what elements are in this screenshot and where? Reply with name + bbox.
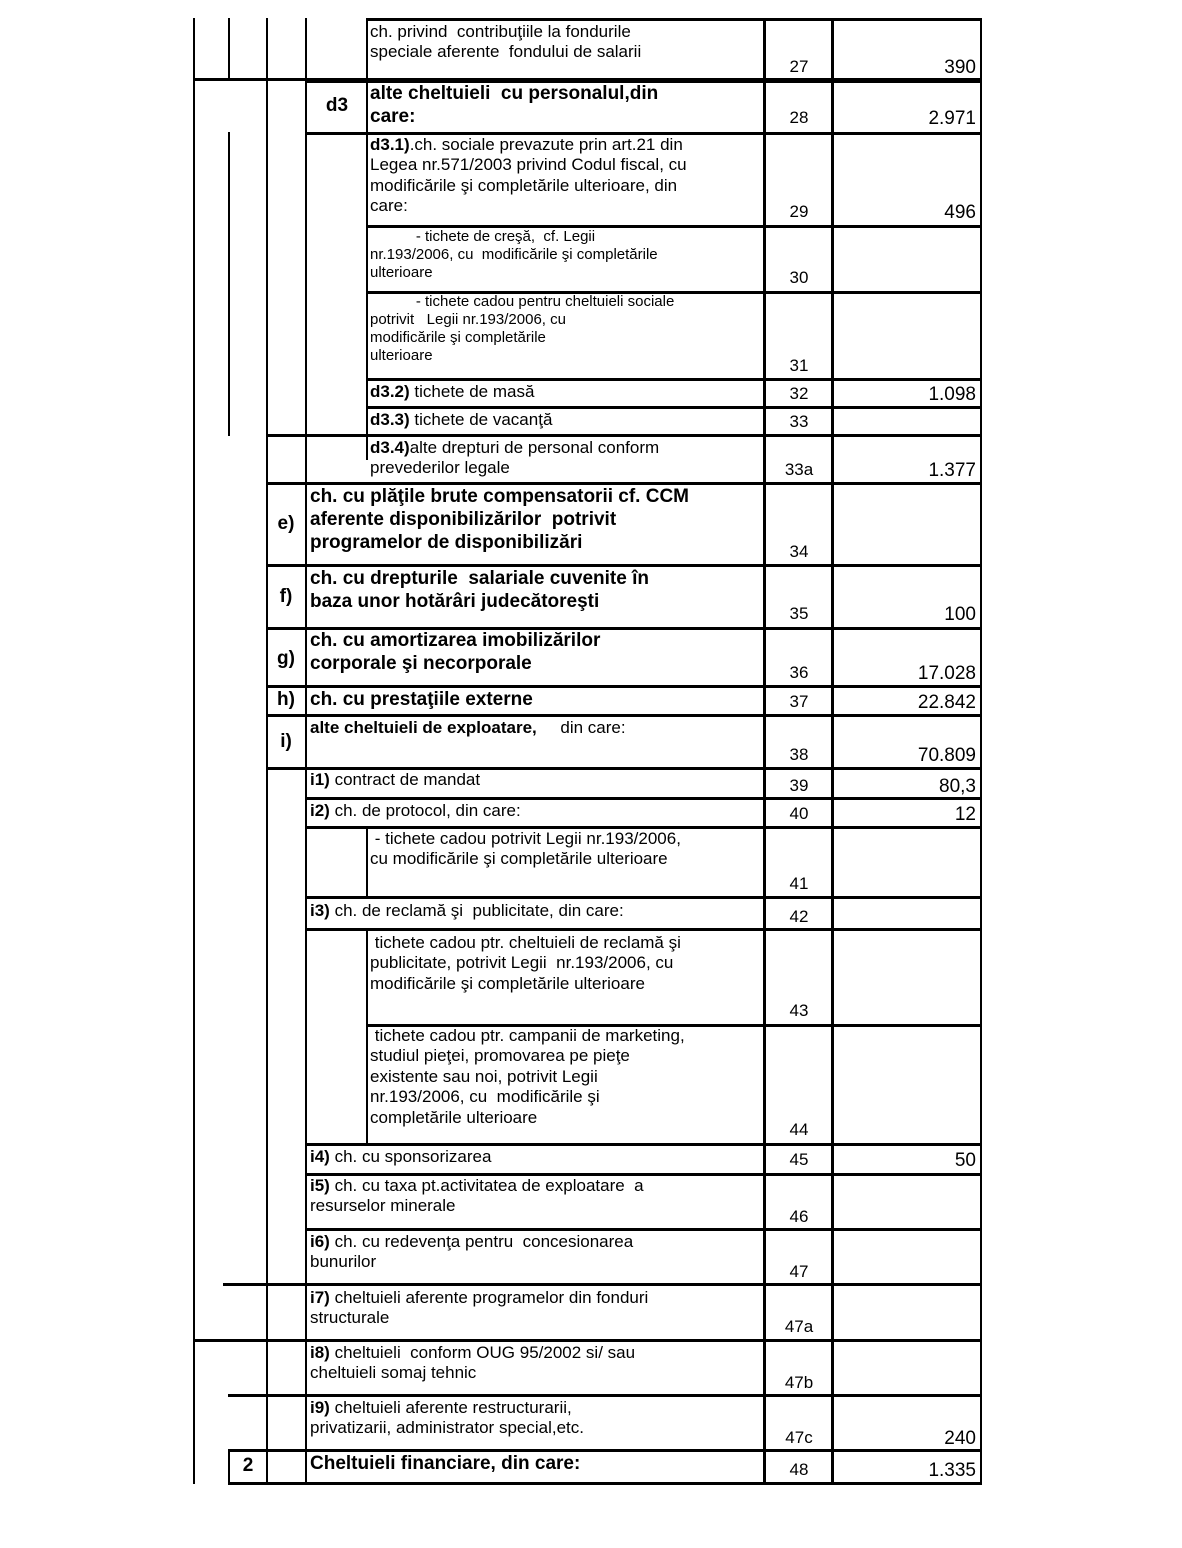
row-label: ch. privind contribuţiile la fondurile speciale aferente fondului de salarii <box>370 22 642 62</box>
row-label-continuation: cheltuieli somaj tehnic <box>310 1363 477 1383</box>
row-code: 28 <box>789 108 809 127</box>
row-letter: e) <box>277 513 295 534</box>
row-rule <box>266 564 982 567</box>
row-label: ch. cu amortizarea imobilizărilor corporale şi necorporale <box>310 630 601 674</box>
row-label-prefix: i7) <box>310 1288 330 1307</box>
row-label-prefix: i2) <box>310 801 330 820</box>
row-label: - tichete de creşă, cf. Legii nr.193/2006, cu modificările şi completările ulterioare <box>370 228 658 281</box>
row-label-prefix: alte cheltuieli de exploatare, <box>310 718 537 737</box>
row-label-continuation: bunurilor <box>310 1252 377 1272</box>
row-label: tichete cadou ptr. campanii de marketing, studiul pieţei, promovarea pe pieţe existente sau noi, potrivit Legii nr.193/2006, cu modificările şi completările ulterioare <box>370 1026 685 1127</box>
row-label: ch. cu plăţile brute compensatorii cf. CCM aferente disponibilizărilor potrivit programelor de disponibilizări <box>310 486 690 553</box>
row-code: 47a <box>784 1317 814 1336</box>
row-label: ch. cu drepturile salariale cuvenite în baza unor hotărâri judecătoreşti <box>310 568 649 612</box>
row-label: tichete cadou ptr. cheltuieli de reclamă şi publicitate, potrivit Legii nr.193/2006, cu modificările şi completările ulterioare <box>370 933 681 993</box>
row-value: 496 <box>944 202 976 223</box>
row-value: 1.098 <box>928 384 976 405</box>
row-label: ch. cu taxa pt.activitatea de exploatare a <box>329 1176 644 1195</box>
row-value: 17.028 <box>917 663 976 684</box>
row-label: Cheltuieli financiare, din care: <box>310 1453 581 1474</box>
row-label: contract de mandat <box>329 770 481 789</box>
row-code: 42 <box>789 907 809 926</box>
row-value: 22.842 <box>917 692 976 713</box>
row-code: 30 <box>789 268 809 287</box>
row-label: ch. de protocol, din care: <box>329 801 521 820</box>
row-rule <box>266 434 982 437</box>
row-code: 27 <box>789 57 809 76</box>
row-label: ch. cu redevenţa pentru concesionarea <box>329 1232 634 1251</box>
column-rule <box>193 18 195 1484</box>
row-rule <box>223 1283 982 1286</box>
row-code: 46 <box>789 1207 809 1226</box>
row-code: 34 <box>789 542 809 561</box>
row-code: 36 <box>789 663 809 682</box>
row-label-prefix: i9) <box>310 1398 330 1417</box>
row-label: - tichete cadou pentru cheltuieli sociale potrivit Legii nr.193/2006, cu modificările şi completările ulterioare <box>370 293 675 364</box>
row-label: cheltuieli conform OUG 95/2002 si/ sau <box>329 1343 636 1362</box>
row-label: ch. cu sponsorizarea <box>329 1147 492 1166</box>
row-letter: g) <box>277 648 295 669</box>
row-letter: h) <box>277 689 295 710</box>
row-value: 100 <box>944 604 976 625</box>
row-rule <box>228 1394 982 1397</box>
row-code: 45 <box>789 1150 809 1169</box>
row-code: 35 <box>789 604 809 623</box>
row-label-continuation: prevederilor legale <box>370 458 510 478</box>
row-code: 32 <box>789 384 809 403</box>
column-rule <box>366 18 368 460</box>
row-code: 37 <box>789 692 809 711</box>
row-label: ch. cu prestaţiile externe <box>310 689 533 710</box>
column-rule <box>980 18 982 1484</box>
row-code: 33 <box>789 412 809 431</box>
row-value: 80,3 <box>939 776 976 797</box>
row-rule <box>305 928 982 931</box>
row-label: cheltuieli aferente programelor din fonduri <box>329 1288 649 1307</box>
row-label: alte drepturi de personal conform <box>409 438 660 457</box>
row-label-prefix: i1) <box>310 770 330 789</box>
row-value: 1.335 <box>928 1460 976 1481</box>
row-value: 12 <box>954 804 976 825</box>
row-label-prefix: i3) <box>310 901 330 920</box>
row-label-prefix: d3.4) <box>370 438 410 457</box>
row-label-prefix: i6) <box>310 1232 330 1251</box>
row-value: 240 <box>944 1428 976 1449</box>
row-label-prefix: i8) <box>310 1343 330 1362</box>
column-rule <box>366 930 368 1143</box>
row-value: 70.809 <box>917 745 976 766</box>
row-label: ch. de reclamă şi publicitate, din care: <box>329 901 624 920</box>
row-sub-letter: d3 <box>325 95 349 116</box>
row-rule <box>305 1143 982 1146</box>
row-rule <box>366 18 982 21</box>
column-rule <box>266 18 268 1484</box>
row-letter: i) <box>280 731 292 752</box>
row-label-prefix: d3.3) <box>370 410 410 429</box>
row-value: 1.377 <box>928 460 976 481</box>
row-rule <box>193 1339 982 1342</box>
row-rule <box>366 378 982 381</box>
row-label-continuation: privatizarii, administrator special,etc. <box>310 1418 584 1438</box>
row-label-prefix: d3.1) <box>370 135 410 154</box>
row-code: 40 <box>789 804 809 823</box>
row-code: 39 <box>789 776 809 795</box>
row-code: 48 <box>789 1460 809 1479</box>
row-code: 47b <box>784 1373 814 1392</box>
row-label: cheltuieli aferente restructurarii, <box>329 1398 572 1417</box>
row-code: 47c <box>785 1428 813 1447</box>
row-label-prefix: d3.2) <box>370 382 410 401</box>
row-label: tichete de masă <box>409 382 535 401</box>
row-label: - tichete cadou potrivit Legii nr.193/2006, cu modificările şi completările ulterioare <box>370 829 681 869</box>
row-letter: f) <box>279 586 293 607</box>
row-label: din care: <box>536 718 626 737</box>
row-label: alte cheltuieli cu personalul,din care: <box>370 83 659 127</box>
column-rule <box>228 18 230 80</box>
row-code: 44 <box>789 1120 809 1139</box>
row-label-continuation: resurselor minerale <box>310 1196 456 1216</box>
row-value: 50 <box>954 1150 976 1171</box>
column-rule <box>228 132 230 436</box>
row-label: tichete de vacanţă <box>409 410 553 429</box>
row-rule <box>305 1228 982 1231</box>
row-code: 43 <box>789 1001 809 1020</box>
row-label-prefix: i4) <box>310 1147 330 1166</box>
column-rule <box>366 828 368 897</box>
row-value: 2.971 <box>928 108 976 129</box>
row-code: 47 <box>789 1262 809 1281</box>
row-label: .ch. sociale prevazute prin art.21 din <box>409 135 683 154</box>
row-code: 41 <box>789 874 809 893</box>
row-rule <box>305 896 982 899</box>
row-letter: 2 <box>242 1455 254 1476</box>
row-label-continuation: structurale <box>310 1308 390 1328</box>
row-label-prefix: i5) <box>310 1176 330 1195</box>
row-code: 31 <box>789 356 809 375</box>
column-rule <box>305 18 307 1484</box>
row-code: 38 <box>789 745 809 764</box>
row-value: 390 <box>944 57 976 78</box>
row-code: 29 <box>789 202 809 221</box>
row-code: 33a <box>784 460 814 479</box>
row-label-continuation: Legea nr.571/2003 privind Codul fiscal, cu modificările şi completările ulterioare, din care: <box>370 155 687 216</box>
